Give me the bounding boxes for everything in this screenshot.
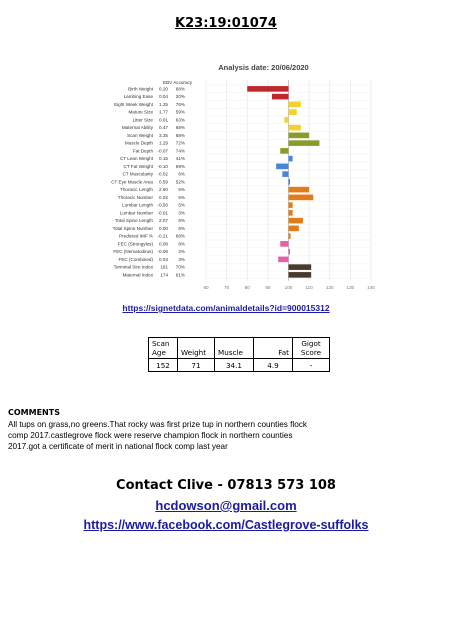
animal-details-link[interactable]: https://signetdata.com/animaldetails?id=900015312 — [122, 303, 330, 313]
row-label: Litter Size — [132, 117, 153, 123]
ebv-value: -0.10 — [157, 163, 168, 169]
x-tick-label: 100 — [284, 284, 293, 290]
accuracy-value: 63% — [175, 117, 185, 123]
row-label: Thoracic Number — [117, 194, 153, 200]
ebv-value: 2.07 — [159, 218, 168, 224]
ebv-value: 0.59 — [159, 179, 168, 185]
x-tick-label: 140 — [367, 284, 375, 290]
document-title: K23:19:01074 — [175, 16, 277, 31]
ebv-value: -0.07 — [157, 148, 168, 154]
bar — [289, 195, 314, 201]
row-label: Lumbar Number — [119, 210, 153, 216]
accuracy-value: 70% — [175, 264, 185, 270]
comment-line: All tups on grass,no greens.That rocky was first prize tup in northern counties flock — [8, 420, 307, 429]
bar — [247, 86, 288, 92]
row-label: Maternal Index — [122, 272, 153, 278]
ebv-accuracy-header: EBV Accuracy — [163, 80, 193, 85]
bar — [289, 218, 303, 224]
row-label: Muscle Depth — [124, 140, 153, 146]
row-label: Lambing Ease — [123, 94, 153, 100]
accuracy-value: 6% — [178, 218, 185, 224]
header-weight: Weight — [178, 338, 215, 359]
bar — [289, 109, 297, 115]
ebv-value: 1.25 — [159, 101, 168, 107]
x-tick-label: 130 — [346, 284, 355, 290]
x-tick-label: 80 — [244, 284, 250, 290]
accuracy-value: 52% — [175, 179, 185, 185]
row-label: Mature Size — [128, 109, 153, 115]
ebv-value: 0.03 — [159, 256, 168, 262]
x-tick-label: 120 — [325, 284, 334, 290]
value-weight: 71 — [178, 359, 215, 372]
accuracy-value: 2% — [178, 249, 185, 255]
accuracy-value: 5% — [178, 194, 185, 200]
header-fat: Fat — [254, 338, 293, 359]
row-label: Eight Week Weight — [114, 101, 153, 107]
bar — [284, 117, 288, 123]
bar — [280, 148, 288, 154]
accuracy-value: 8% — [178, 241, 185, 247]
ebv-value: 174 — [160, 272, 168, 278]
ebv-value: 0.01 — [159, 117, 168, 123]
row-label: Thoracic Length — [120, 187, 153, 193]
ebv-value: 1.77 — [159, 109, 168, 115]
ebv-value: 0.02 — [159, 194, 168, 200]
chart-title: Analysis date: 20/06/2020 — [218, 63, 309, 72]
value-muscle: 34.1 — [215, 359, 254, 372]
ebv-value: 181 — [160, 264, 168, 270]
x-tick-label: 70 — [224, 284, 230, 290]
row-label: FEC (Combined) — [118, 256, 153, 262]
ebv-value: -0.56 — [157, 202, 168, 208]
ebv-value: -0.02 — [157, 171, 168, 177]
ebv-value: 0.15 — [159, 156, 168, 162]
bar — [289, 133, 310, 139]
accuracy-value: 6% — [178, 171, 185, 177]
bar — [289, 264, 312, 270]
accuracy-value: 61% — [175, 272, 185, 278]
header-gigot-score: Gigot Score — [293, 338, 330, 359]
row-label: FEC (Nematodirus) — [113, 249, 153, 255]
row-label: Terminal Sire Index — [113, 264, 153, 270]
comment-line: 2017.got a certificate of merit in national flock comp last year — [8, 442, 228, 451]
row-label: CT Lean Weight — [119, 156, 153, 162]
value-gigot-score: - — [293, 359, 330, 372]
comments-text — [8, 419, 448, 452]
accuracy-value: 68% — [175, 233, 185, 239]
row-label: FEC (Strongyles) — [117, 241, 153, 247]
bar — [280, 241, 288, 247]
bar — [289, 140, 320, 146]
bar — [289, 187, 310, 193]
header-muscle: Muscle — [215, 338, 254, 359]
ebv-value: -0.21 — [157, 233, 168, 239]
row-label: Total Spine Number — [112, 225, 153, 231]
accuracy-value: 5% — [178, 187, 185, 193]
accuracy-value: 69% — [175, 163, 185, 169]
bar — [289, 125, 301, 131]
bar — [289, 233, 291, 239]
accuracy-value: 72% — [175, 140, 185, 146]
ebv-value: -0.01 — [157, 210, 168, 216]
ebv-value: 3.35 — [159, 132, 168, 138]
x-tick-label: 60 — [203, 284, 209, 290]
scan-results-table — [148, 337, 330, 372]
bar — [289, 210, 293, 216]
comments-heading: COMMENTS — [8, 408, 60, 417]
accuracy-value: 74% — [175, 148, 185, 154]
ebv-value: 0.20 — [159, 86, 168, 92]
email-link[interactable]: hcdowson@gmail.com — [155, 498, 297, 513]
row-label: Fat Depth — [132, 148, 153, 154]
bar — [289, 102, 301, 108]
bar — [289, 202, 293, 208]
row-label: CT Muscularity — [122, 171, 153, 177]
bar — [278, 257, 288, 263]
bar — [272, 94, 289, 100]
ebv-value: -0.06 — [157, 249, 168, 255]
bar — [276, 164, 288, 170]
ebv-value: 0.08 — [159, 241, 168, 247]
row-label: Birth Weight — [128, 86, 153, 92]
accuracy-value: 76% — [175, 101, 185, 107]
ebv-value: 0.00 — [159, 225, 168, 231]
row-label: Lumbar Length — [122, 202, 153, 208]
x-tick-label: 90 — [265, 284, 271, 290]
accuracy-value: 68% — [175, 125, 185, 131]
accuracy-value: 20% — [175, 94, 185, 100]
contact-line: Contact Clive - 07813 573 108 — [116, 478, 336, 493]
comment-line: comp 2017.castlegrove flock were reserve champion flock in northern counties — [8, 431, 293, 440]
accuracy-value: 3% — [178, 210, 185, 216]
header-scan-age: Scan Age — [149, 338, 178, 359]
bar — [289, 226, 299, 232]
bar — [289, 156, 293, 162]
bar — [289, 272, 312, 278]
accuracy-value: 68% — [175, 86, 185, 92]
row-label: CT Eye Muscle Area — [111, 179, 153, 185]
row-label: Predicted IMF % — [119, 233, 153, 239]
accuracy-value: 5% — [178, 202, 185, 208]
table-row — [149, 359, 330, 372]
accuracy-value: 6% — [178, 225, 185, 231]
ebv-value: 1.29 — [159, 140, 168, 146]
bar — [289, 249, 291, 255]
x-tick-label: 110 — [305, 284, 313, 290]
ebv-value: 2.60 — [159, 187, 168, 193]
bar — [282, 171, 288, 177]
row-label: CT Fat Weight — [123, 163, 153, 169]
ebv-bar-chart — [0, 0, 452, 300]
accuracy-value: 3% — [178, 256, 185, 262]
accuracy-value: 59% — [175, 109, 185, 115]
row-label: Scan Weight — [127, 132, 153, 138]
accuracy-value: 68% — [175, 132, 185, 138]
ebv-value: 0.47 — [159, 125, 168, 131]
facebook-link[interactable]: https://www.facebook.com/Castlegrove-suffolks — [83, 518, 369, 532]
row-label: Total Spine Length — [114, 218, 153, 224]
accuracy-value: 41% — [175, 156, 185, 162]
value-fat: 4.9 — [254, 359, 293, 372]
row-label: Maternal Ability — [121, 125, 153, 131]
table-header-row — [149, 338, 330, 359]
ebv-value: 0.04 — [159, 94, 168, 100]
bar — [289, 179, 291, 185]
value-scan-age: 152 — [149, 359, 178, 372]
